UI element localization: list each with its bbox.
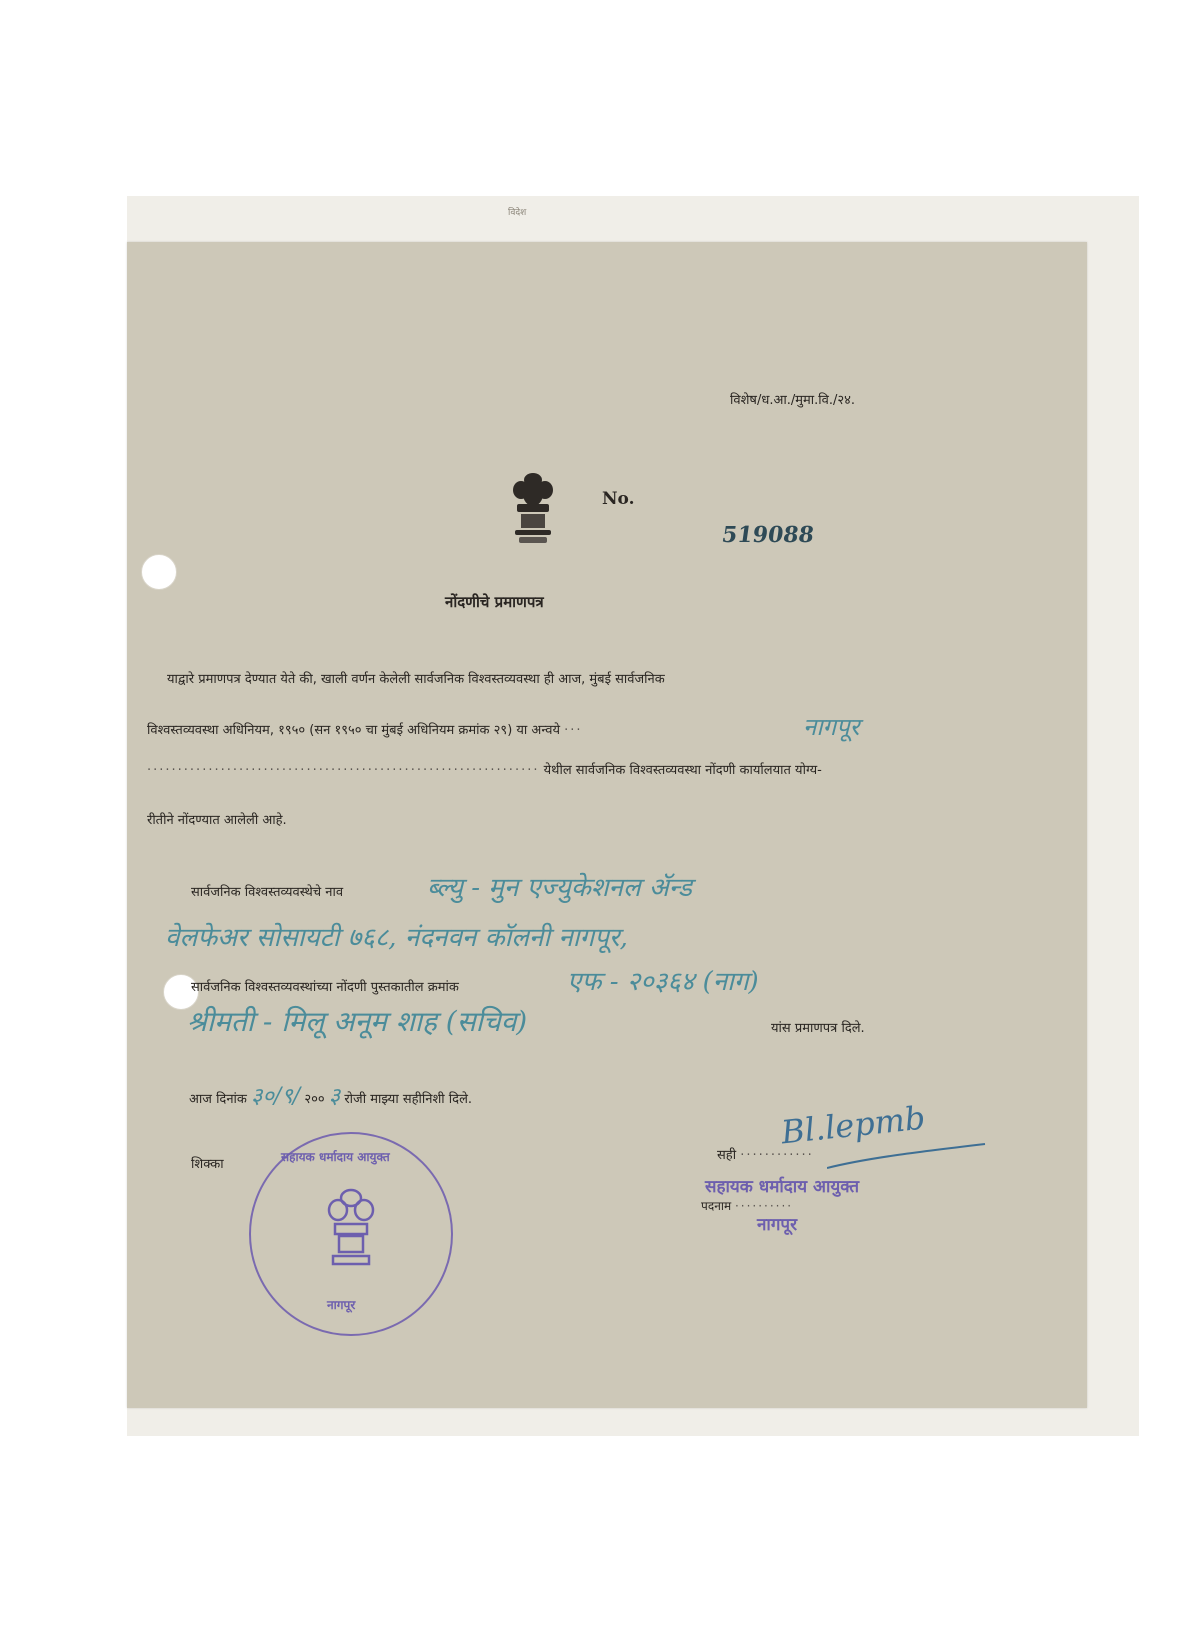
date-suffix: रोजी माझ्या सहीनिशी दिले. bbox=[344, 1092, 473, 1107]
holder-suffix: यांस प्रमाणपत्र दिले. bbox=[771, 1021, 865, 1036]
certificate-paper bbox=[127, 242, 1087, 1408]
dots: ································································ bbox=[147, 763, 540, 778]
date-prefix: आज दिनांक bbox=[189, 1092, 247, 1107]
trust-name-line-1: ब्ल्यु - मुन एज्युकेशनल ॲन्ड bbox=[427, 873, 692, 903]
certificate-holder: श्रीमती - मिलू अनूम शाह (सचिव) bbox=[187, 1005, 528, 1038]
body-line-3 bbox=[147, 760, 822, 778]
trust-name-label: सार्वजनिक विश्वस्तव्यवस्थेचे नाव bbox=[191, 885, 344, 900]
number-label: No. bbox=[602, 489, 635, 509]
date-day: ३०/९/ bbox=[251, 1084, 301, 1109]
dots: ············ bbox=[740, 1148, 814, 1163]
office-place: नागपूर bbox=[803, 713, 860, 741]
designation-stamp: सहायक धर्मादाय आयुक्त bbox=[705, 1177, 860, 1197]
page-title: नोंदणीचे प्रमाणपत्र bbox=[445, 593, 544, 611]
seal-top-text: सहायक धर्मादाय आयुक्त bbox=[281, 1150, 390, 1164]
form-code: विशेष/ध.आ./मुमा.वि./२४. bbox=[730, 393, 856, 408]
dots: ··· bbox=[564, 723, 583, 738]
seal-bottom-text: नागपूर bbox=[327, 1298, 356, 1312]
signature-stroke bbox=[827, 1138, 987, 1178]
issue-date-line bbox=[189, 1080, 472, 1110]
place-stamp: नागपूर bbox=[757, 1215, 798, 1235]
date-year-hand: ३ bbox=[328, 1084, 341, 1109]
official-seal bbox=[249, 1132, 453, 1336]
registration-number: एफ - २०३६४ (नाग) bbox=[567, 967, 759, 997]
body-line-1: याद्वारे प्रमाणपत्र देण्यात येते की, खाली वर्णन केलेली सार्वजनिक विश्वस्तव्यवस्था ही आज, मुंबई सार्वजनिक bbox=[167, 672, 665, 687]
signature-mark: Bl.lepmb bbox=[779, 1098, 927, 1152]
body-line-2-text: विश्वस्तव्यवस्था अधिनियम, १९५० (सन १९५० चा मुंबई अधिनियम क्रमांक २९) या अन्वये bbox=[147, 723, 561, 738]
trust-name-line-2: वेलफेअर सोसायटी ७६८, नंदनवन कॉलनी नागपूर, bbox=[165, 923, 628, 953]
punch-hole-top bbox=[141, 554, 177, 590]
certificate-number: 519088 bbox=[720, 522, 816, 548]
state-emblem-icon bbox=[507, 470, 559, 548]
seal-emblem-icon bbox=[323, 1186, 379, 1270]
body-line-4: रीतीने नोंदण्यात आलेली आहे. bbox=[147, 813, 287, 828]
body-line-2 bbox=[147, 720, 583, 738]
body-line-3-text: येथील सार्वजनिक विश्वस्तव्यवस्था नोंदणी कार्यालयात योग्य- bbox=[543, 763, 822, 778]
date-year-printed: २०० bbox=[304, 1092, 325, 1107]
designation-label-text: पदनाम bbox=[701, 1199, 732, 1213]
top-mark: विदेश bbox=[508, 208, 527, 218]
registration-label: सार्वजनिक विश्वस्तव्यवस्थांच्या नोंदणी पुस्तकातील क्रमांक bbox=[191, 980, 459, 995]
signature-label-text: सही bbox=[717, 1148, 737, 1163]
dots: ·········· bbox=[734, 1199, 794, 1213]
seal-label: शिक्का bbox=[191, 1157, 224, 1172]
